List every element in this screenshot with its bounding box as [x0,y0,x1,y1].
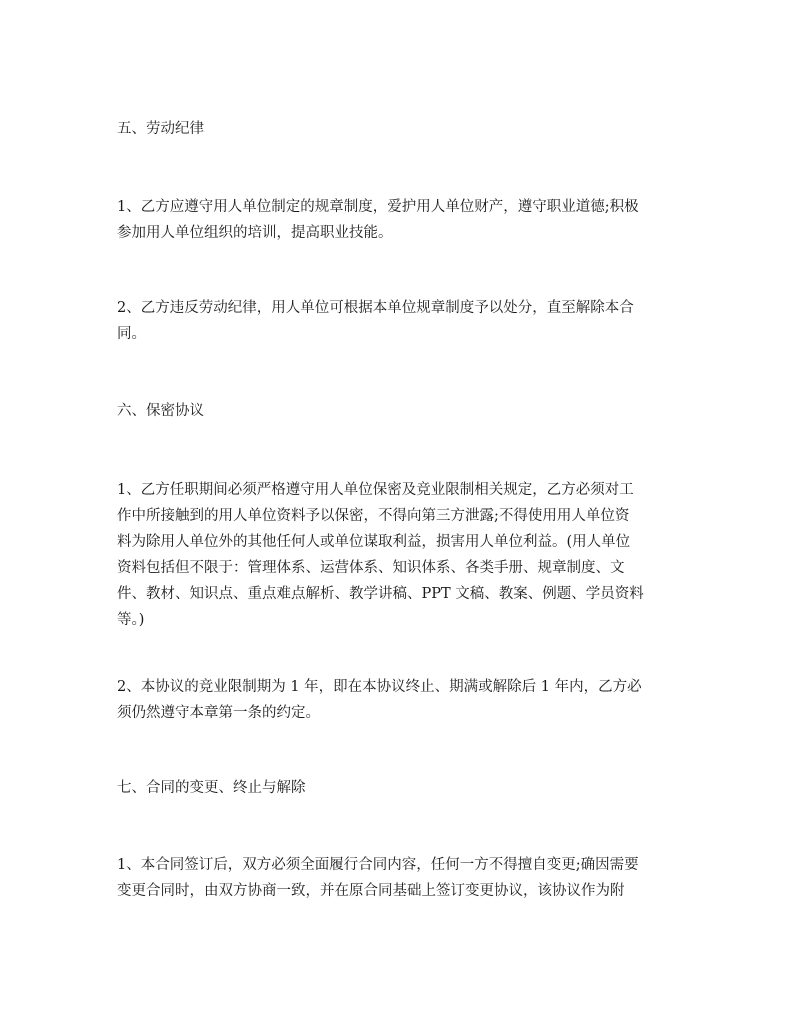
paragraph-line: 变更合同时，由双方协商一致，并在原合同基础上签订变更协议，该协议作为附 [117,883,625,899]
paragraph-line: 1、乙方应遵守用人单位制定的规章制度，爱护用人单位财产，遵守职业道德;积极 [117,199,639,215]
paragraph-line: 1、本合同签订后，双方必须全面履行合同内容，任何一方不得擅自变更;确因需要 [117,857,639,873]
section-heading-contract-change [117,775,687,801]
paragraph-line: 等。) [117,612,145,628]
heading-text: 五、劳动纪律 [117,121,204,137]
paragraph-labor-discipline-1 [117,194,687,246]
paragraph-contract-change-1 [117,852,687,904]
paragraph-line: 作中所接触到的用人单位资料予以保密，不得向第三方泄露;不得使用用人单位资 [117,508,630,524]
heading-text: 六、保密协议 [117,403,204,419]
paragraph-line: 1、乙方任职期间必须严格遵守用人单位保密及竞业限制相关规定，乙方必须对工 [117,482,634,498]
paragraph-line: 参加用人单位组织的培训，提高职业技能。 [117,225,393,241]
paragraph-confidentiality-2 [117,674,687,726]
paragraph-line: 2、乙方违反劳动纪律，用人单位可根据本单位规章制度予以处分，直至解除本合 [117,300,634,316]
paragraph-line: 料为除用人单位外的其他任何人或单位谋取利益，损害用人单位利益。(用人单位 [117,534,631,550]
heading-text: 七、合同的变更、终止与解除 [117,780,306,796]
section-heading-labor-discipline [117,116,687,142]
paragraph-line: 同。 [117,326,146,342]
paragraph-line: 资料包括但不限于：管理体系、运营体系、知识体系、各类手册、规章制度、文 [117,560,625,576]
paragraph-confidentiality-1 [117,477,687,633]
section-heading-confidentiality [117,398,687,424]
paragraph-labor-discipline-2 [117,295,687,347]
paragraph-line: 须仍然遵守本章第一条的约定。 [117,705,320,721]
paragraph-line: 件、教材、知识点、重点难点解析、教学讲稿、PPT 文稿、教案、例题、学员资料 [117,586,644,602]
paragraph-line: 2、本协议的竞业限制期为 1 年，即在本协议终止、期满或解除后 1 年内，乙方必 [117,679,642,695]
